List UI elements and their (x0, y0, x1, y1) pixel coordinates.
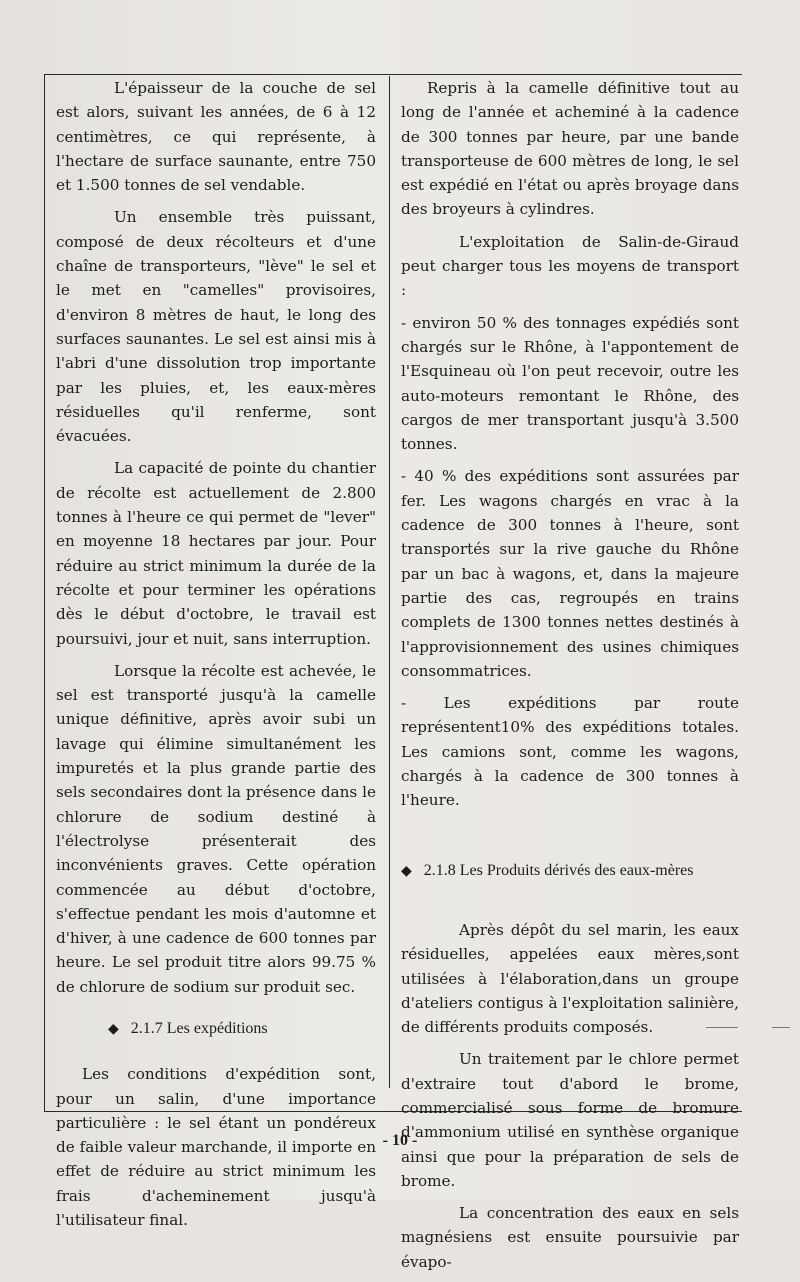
list-item: - Les expéditions par route représentent10% des expéditions totales. Les camions sont, comme les wagons, chargés à la cadence de 300 tonnes à l'heure. (401, 694, 739, 810)
paragraph: Un ensemble très puissant, composé de deux récolteurs et d'une chaîne de transporteurs, "lève" le sel et le met en "camelles" provisoires, d'environ 8 mètres de haut, le long des surfaces saunantes. Le sel est ainsi mis à l'abri d'une dissolution trop importante par les pluies, et, les eaux-mères résiduelles qu'il renferme, sont évacuées. (56, 208, 376, 446)
paragraph: La concentration des eaux en sels magnésiens est ensuite poursuivie par évapo- (401, 1204, 739, 1271)
heading-text: 2.1.7 Les expéditions (130, 1019, 268, 1037)
list-item: - 40 % des expéditions sont assurées par fer. Les wagons chargés en vrac à la cadence de 300 tonnes à l'heure, sont transportés sur la rive gauche du Rhône par un bac à wagons, et, dans la majeure partie des cas, regroupés en trains complets de 1300 tonnes nettes destinés à l'approvisionnement des usines chimiques consommatrices. (401, 467, 739, 680)
paragraph: L'exploitation de Salin-de-Giraud peut charger tous les moyens de transport : (401, 232, 739, 300)
left-column (56, 76, 376, 1240)
diamond-bullet-icon: ◆ (401, 863, 412, 879)
paragraph: Repris à la camelle définitive tout au long de l'année et acheminé à la cadence de 300 tonnes par heure, par une bande transporteuse de 600 mètres de long, le sel est expédié en l'état ou après broyage dans des broyeurs à cylindres. (401, 79, 739, 219)
right-column (401, 76, 739, 1282)
section-heading-expeditions (56, 1017, 376, 1042)
paragraph: Les conditions d'expédition sont, pour un salin, d'une importance particulière : le sel étant un pondéreux de faible valeur marchande, il importe en effet de réduire au strict minimum les frais d'acheminement jusqu'à l'utilisateur final. (56, 1065, 376, 1230)
paragraph: Un traitement par le chlore permet d'extraire tout d'abord le brome, commercialisé sous forme de bromure d'ammonium utilisé en synthèse organique ainsi que pour la préparation de sels de brome. (401, 1050, 739, 1190)
heading-text: 2.1.8 Les Produits dérivés des eaux-mères (423, 861, 694, 879)
margin-mark (706, 1027, 738, 1028)
list-item: - environ 50 % des tonnages expédiés sont chargés sur le Rhône, à l'appontement de l'Esquineau où l'on peut recevoir, outre les auto-moteurs remontant le Rhône, des cargos de mer transportant jusqu'à 3.500 tonnes. (401, 313, 739, 454)
paragraph: Lorsque la récolte est achevée, le sel est transporté jusqu'à la camelle unique définitive, après avoir subi un lavage qui élimine simultanément les impuretés et la plus grande partie des sels secondaires dont la présence dans le chlorure de sodium destiné à l'électrolyse présenterait des inconvénients graves. Cette opération commencée au début d'octobre, s'effectue pendant les mois d'automne et d'hiver, à une cadence de 600 tonnes par heure. Le sel produit titre alors 99.75 % de chlorure de sodium sur produit sec. (56, 661, 376, 996)
diamond-bullet-icon: ◆ (108, 1021, 119, 1037)
margin-mark (772, 1027, 790, 1028)
paragraph: L'épaisseur de la couche de sel est alors, suivant les années, de 6 à 12 centimètres, ce qui représente, à l'hectare de surface saunante, entre 750 et 1.500 tonnes de sel vendable. (56, 79, 376, 195)
column-divider (389, 76, 390, 1088)
page-number: - 10 - (382, 1132, 418, 1149)
paragraph: Après dépôt du sel marin, les eaux résiduelles, appelées eaux mères,sont utilisées à l'élaboration,dans un groupe d'ateliers contigus à l'exploitation salinière, de différents produits composés. (401, 920, 739, 1037)
paragraph: La capacité de pointe du chantier de récolte est actuellement de 2.800 tonnes à l'heure ce qui permet de "lever" en moyenne 18 hectares par jour. Pour réduire au strict minimum la durée de la récolte et pour terminer les opérations dès le début d'octobre, le travail est poursuivi, jour et nuit, sans interruption. (56, 459, 376, 648)
section-heading-produits (401, 859, 739, 884)
